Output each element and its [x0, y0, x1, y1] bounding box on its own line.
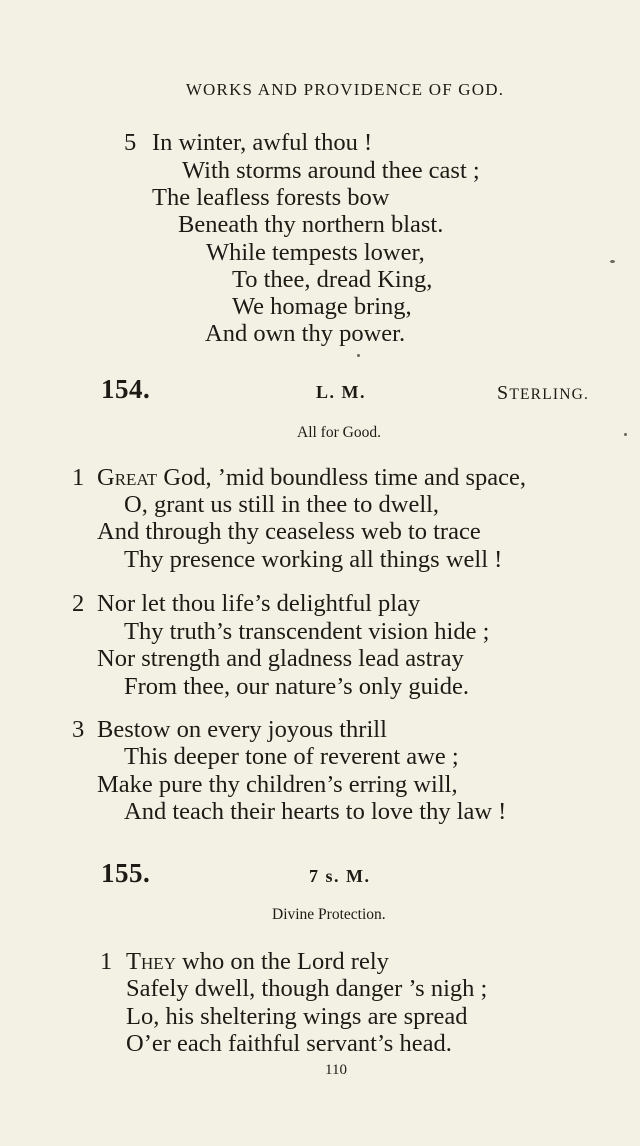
first-word-smallcaps: They: [126, 948, 176, 975]
verse-line: Bestow on every joyous thrill: [97, 716, 387, 743]
verse-number: 3: [72, 716, 85, 743]
verse-line: With storms around thee cast ;: [182, 157, 480, 184]
verse-number: 1: [100, 948, 113, 975]
page-number: 110: [325, 1062, 347, 1078]
verse-number: 2: [72, 590, 85, 617]
verse-line: Safely dwell, though danger ’s nigh ;: [126, 975, 488, 1002]
verse-line: Nor strength and gladness lead astray: [97, 645, 464, 672]
verse-line: O, grant us still in thee to dwell,: [124, 491, 440, 518]
verse-line: And own thy power.: [205, 320, 406, 347]
hymn-subtitle: Divine Protection.: [272, 906, 386, 923]
verse-line: And teach their hearts to love thy law !: [124, 798, 507, 825]
verse-line: In winter, awful thou !: [152, 129, 373, 156]
verse-line: While tempests lower,: [206, 239, 425, 266]
verse-line-rest: God, ’mid boundless time and space,: [157, 464, 526, 491]
verse-line: Nor let thou life’s delightful play: [97, 590, 421, 617]
verse-line: To thee, dread King,: [232, 266, 433, 293]
verse-line: [97, 464, 526, 491]
running-head: WORKS AND PROVIDENCE OF GOD.: [185, 80, 505, 99]
tune-rest: TERLING.: [509, 386, 590, 403]
verse-line: [126, 948, 389, 975]
hymn-number: 155.: [101, 858, 151, 888]
verse-number: 5: [124, 129, 137, 156]
tune-name: [497, 382, 589, 405]
hymn-meter: 7 s. M.: [309, 866, 371, 886]
verse-line: From thee, our nature’s only guide.: [124, 673, 469, 700]
verse-line: Make pure thy children’s erring will,: [97, 771, 458, 798]
verse-line: And through thy ceaseless web to trace: [97, 518, 481, 545]
verse-line-rest: who on the Lord rely: [175, 948, 389, 975]
verse-line: Thy presence working all things well !: [124, 546, 503, 573]
hymn-meter: L. M.: [316, 382, 366, 402]
verse-line: The leafless forests bow: [152, 184, 390, 211]
hymn-number: 154.: [101, 374, 151, 404]
paper-speck: [624, 433, 627, 436]
paper-speck: [610, 260, 615, 263]
verse-line: Lo, his sheltering wings are spread: [126, 1003, 468, 1030]
paper-speck: [357, 354, 360, 357]
verse-line: O’er each faithful servant’s head.: [126, 1030, 452, 1057]
verse-line: We homage bring,: [232, 293, 412, 320]
verse-line: Thy truth’s transcendent vision hide ;: [124, 618, 490, 645]
verse-line: Beneath thy northern blast.: [178, 211, 444, 238]
verse-line: This deeper tone of reverent awe ;: [124, 743, 459, 770]
tune-initial: S: [497, 382, 510, 404]
hymn-subtitle: All for Good.: [297, 424, 381, 441]
verse-number: 1: [72, 464, 85, 491]
first-word-smallcaps: Great: [97, 464, 158, 491]
